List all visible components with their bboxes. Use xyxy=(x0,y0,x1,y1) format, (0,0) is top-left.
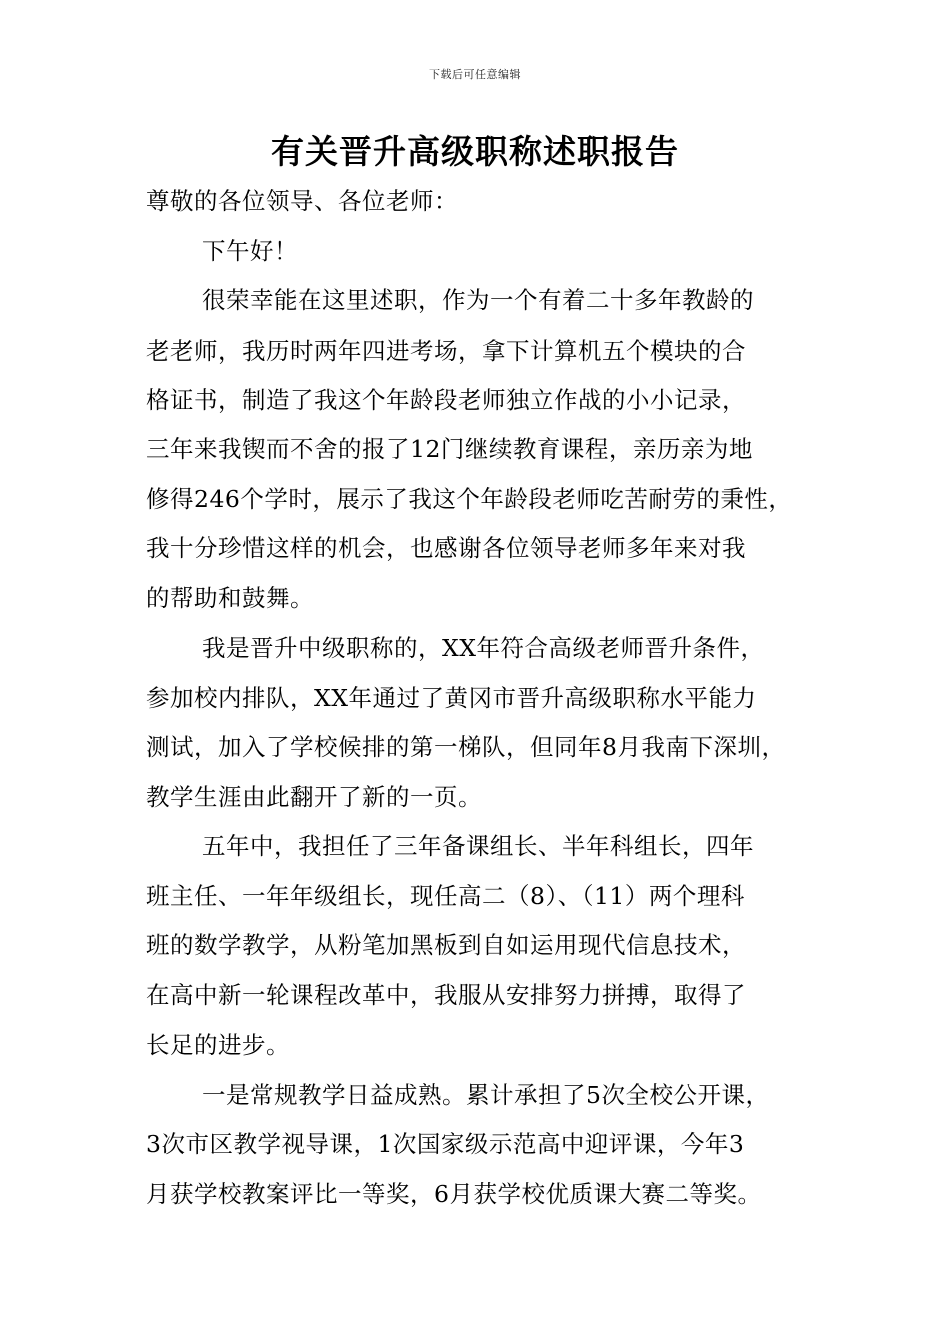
paragraph-line: 班主任、一年年级组长，现任高二（8）、（11）两个理科 xyxy=(146,882,745,910)
paragraph-line: 修得246个学时，展示了我这个年龄段老师吃苦耐劳的秉性， xyxy=(146,485,793,513)
greeting-line: 下午好！ xyxy=(202,237,298,265)
paragraph-line: 测试，加入了学校候排的第一梯队，但同年8月我南下深圳， xyxy=(146,733,786,761)
paragraph-line: 的帮助和鼓舞。 xyxy=(146,584,314,612)
paragraph-line: 五年中，我担任了三年备课组长、半年科组长，四年 xyxy=(202,832,754,860)
paragraph-line: 3次市区教学视导课，1次国家级示范高中迎评课，今年3 xyxy=(146,1130,745,1158)
paragraph-line: 教学生涯由此翻开了新的一页。 xyxy=(146,783,482,811)
paragraph-line: 很荣幸能在这里述职，作为一个有着二十多年教龄的 xyxy=(202,286,754,314)
document-title: 有关晋升高级职称述职报告 xyxy=(271,132,679,171)
salutation-line: 尊敬的各位领导、各位老师： xyxy=(146,187,458,215)
paragraph-line: 三年来我锲而不舍的报了12门继续教育课程，亲历亲为地 xyxy=(146,435,753,463)
paragraph-line: 老老师，我历时两年四进考场，拿下计算机五个模块的合 xyxy=(146,337,746,365)
paragraph-line: 在高中新一轮课程改革中，我服从安排努力拼搏，取得了 xyxy=(146,981,746,1009)
paragraph-line: 班的数学教学，从粉笔加黑板到自如运用现代信息技术， xyxy=(146,931,746,959)
paragraph-line: 一是常规教学日益成熟。累计承担了5次全校公开课， xyxy=(202,1081,770,1109)
paragraph-line: 我是晋升中级职称的，XX年符合高级老师晋升条件， xyxy=(202,634,765,662)
paragraph-line: 月获学校教案评比一等奖，6月获学校优质课大赛二等奖。 xyxy=(146,1180,762,1208)
paragraph-line: 长足的进步。 xyxy=(146,1031,290,1059)
paragraph-line: 格证书，制造了我这个年龄段老师独立作战的小小记录， xyxy=(146,386,746,414)
paragraph-line: 参加校内排队，XX年通过了黄冈市晋升高级职称水平能力 xyxy=(146,684,757,712)
page-header-note: 下载后可任意编辑 xyxy=(429,68,521,81)
paragraph-line: 我十分珍惜这样的机会，也感谢各位领导老师多年来对我 xyxy=(146,534,746,562)
